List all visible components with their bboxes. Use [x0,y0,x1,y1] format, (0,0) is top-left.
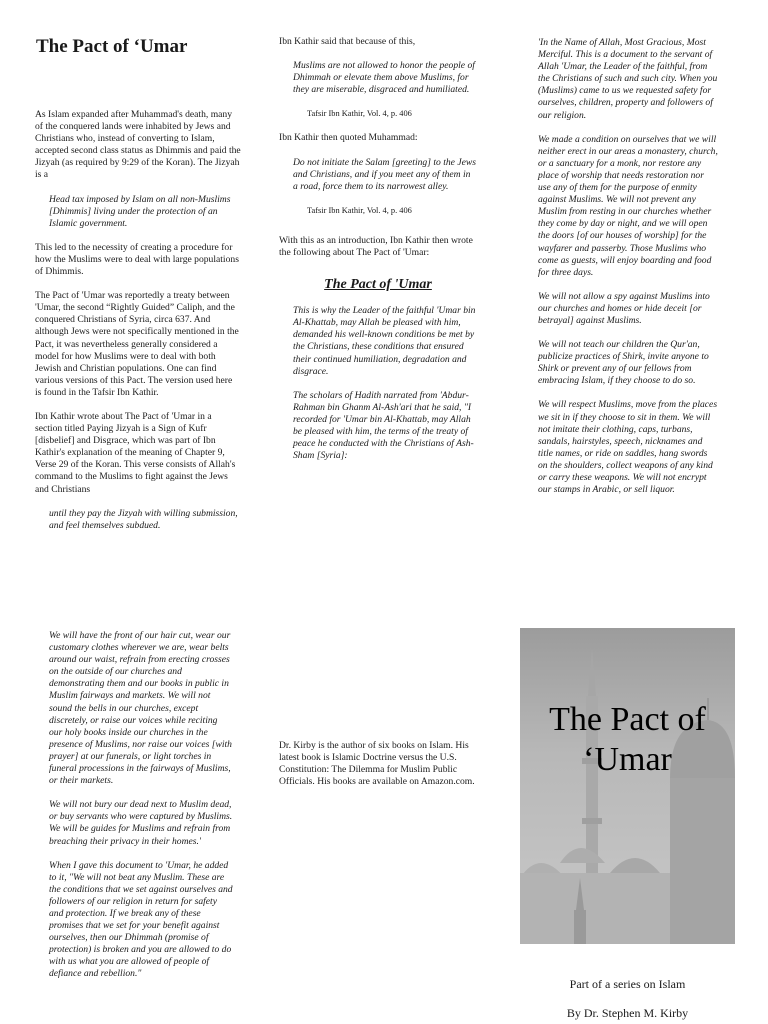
jizyah-definition-quote: Head tax imposed by Islam on all non-Muslims [Dhimmis] living under the protection of an Islamic government. [49,193,231,229]
pact-clause: We made a condition on ourselves that we will neither erect in our areas a monastery, church, or a sanctuary for a monk, nor restore any place of worship that needs restoration nor use any of them for the purpose of enmity against Muslims. We will not prevent any Muslim from resting in our churches whether they come by day or night, and we will open the doors [of our houses of worship] for the wayfarer and passerby. Those Muslims who come as guests, will enjoy boarding and food for three days. [538,133,718,278]
pact-clause: We will not teach our children the Qur'an, publicize practices of Shirk, invite anyone to Shirk or prevent any of our fellows from embracing Islam, if they choose to do so. [538,339,709,387]
pact-intro-quote: The scholars of Hadith narrated from 'Abdur-Rahman bin Ghanm Al-Ash'ari that he said, "I recorded for 'Umar bin Al-Khattab, may Allah be pleased with him, the terms of the treaty of peace he conducted with the Christians of Ash-Sham [Syria]: [293,389,474,462]
page-title: The Pact of ‘Umar [36,36,188,57]
series-note: Part of a series on Islam [569,977,686,991]
column-2 [279,36,477,474]
cover-title-line: ‘Umar [583,741,672,778]
pact-clause: We will have the front of our hair cut, wear our customary clothes wherever we are, wear belts around our waist, refrain from erecting crosses on the outside of our churches and demonstrating them and our books in public in Muslim fairways and markets. We will not sound the bells in our churches, except discretely, or raise our voices while reciting our holy books inside our churches in the presence of Muslims, nor raise our voices [with prayer] at our funerals, or light torches in funeral processions in the fairways of Muslims, or their markets. [49,630,232,787]
intro-paragraph: As Islam expanded after Muhammad's death, many of the conquered lands were inhabited by Jews and Christians who, instead of converting to Islam, accepted second class status as Dhimmis and paid the Jizyah (as required by 9:29 of the Koran). The Jizyah is a [35,109,241,181]
ibn-kathir-quote: Muslims are not allowed to honor the people of Dhimmah or elevate them above Muslims, for they are miserable, disgraced and humiliated. [293,60,475,96]
citation: Tafsir Ibn Kathir, Vol. 4, p. 406 [307,109,412,119]
cover-image [520,628,735,944]
pact-clause: We will not bury our dead next to Muslim dead, or buy servants who were captured by Muslims. We will be guides for Muslims and refrain from breaching their privacy in their homes.' [49,799,233,847]
pact-intro-quote: This is why the Leader of the faithful 'Umar bin Al-Khattab, may Allah be pleased with him, demanded his well-known conditions be met by the Christians, these conditions that ensured their continued humiliation, degradation and disgrace. [293,305,476,377]
column-1 [35,109,241,544]
citation: Tafsir Ibn Kathir, Vol. 4, p. 406 [307,205,412,215]
pact-clause: 'In the Name of Allah, Most Gracious, Most Merciful. This is a document to the servant of Allah 'Umar, the Leader of the faithful, from the Christians of such and such city. When you (Muslims) came to us we requested safety for ourselves, children, property and followers of our religion. [538,37,718,121]
pact-clause: We will respect Muslims, move from the places we sit in if they choose to sit in them. We will not imitate their clothing, caps, turbans, sandals, hairstyles, speech, nicknames and title names, or ride on saddles, hang swords on the shoulders, collect weapons of any kind or carry these weapons. We will not encrypt our stamps in Arabic, or sell liquor. [538,399,718,496]
paragraph: Ibn Kathir said that because of this, [279,36,416,47]
column-4 [49,630,233,993]
author-byline: By Dr. Stephen M. Kirby [566,1006,689,1020]
paragraph: Ibn Kathir then quoted Muhammad: [279,132,418,144]
pact-clause: We will not allow a spy against Muslims into our churches and homes or hide deceit [or betrayal] against Muslims. [538,290,710,326]
paragraph: The Pact of 'Umar was reportedly a treaty between 'Umar, the second “Rightly Guided” Caliph, and the conquered Christians of Syria, circa 637. And although Jews were not specifically mentioned in the Pact, it was nevertheless generally considered a model for how Muslims were to deal with both Jewish and Christian populations. One can find various versions of this Pact. The version used here is found in the Tafsir Ibn Kathir. [35,290,239,398]
paragraph: This led to the necessity of creating a procedure for how the Muslims were to deal with large populations of Dhimmis. [35,241,239,278]
pact-clause: When I gave this document to 'Umar, he added to it, "We will not beat any Muslim. These are the conditions that we set against ourselves and followers of our religion in return for safety and protection. If we break any of these promises that we set for your benefit against ourselves, then our Dhimmah (promise of protection) is broken and you are allowed to do with us what you are allowed of people of defiance and rebellion." [49,859,233,980]
column-5 [279,740,477,800]
cover-title [520,700,735,780]
paragraph: Ibn Kathir wrote about The Pact of 'Umar in a section titled Paying Jizyah is a Sign of Kufr [disbelief] and Disgrace, which was part of Ibn Kathir's explanation of the meaning of Chapter 9, Verse 29 of the Koran. This verse consists of Allah's command to the Muslims to fight against the Jews and Christians [35,410,236,495]
mosque-silhouette-icon [520,628,735,944]
cover-title-line: The Pact of [549,701,706,738]
muhammad-quote: Do not initiate the Salam [greeting] to the Jews and Christians, and if you meet any of them in a road, force them to its narrowest alley. [293,156,476,192]
paragraph: With this as an introduction, Ibn Kathir then wrote the following about The Pact of 'Umar: [279,234,473,259]
column-3 [538,37,718,508]
author-bio: Dr. Kirby is the author of six books on Islam. His latest book is Islamic Doctrine versus the U.S. Constitution: The Dilemma for Muslim Public Officials. His books are available on Amazon.com. [279,740,475,788]
koran-quote: until they pay the Jizyah with willing submission, and feel themselves subdued. [49,507,238,531]
section-heading: The Pact of 'Umar [324,277,432,293]
